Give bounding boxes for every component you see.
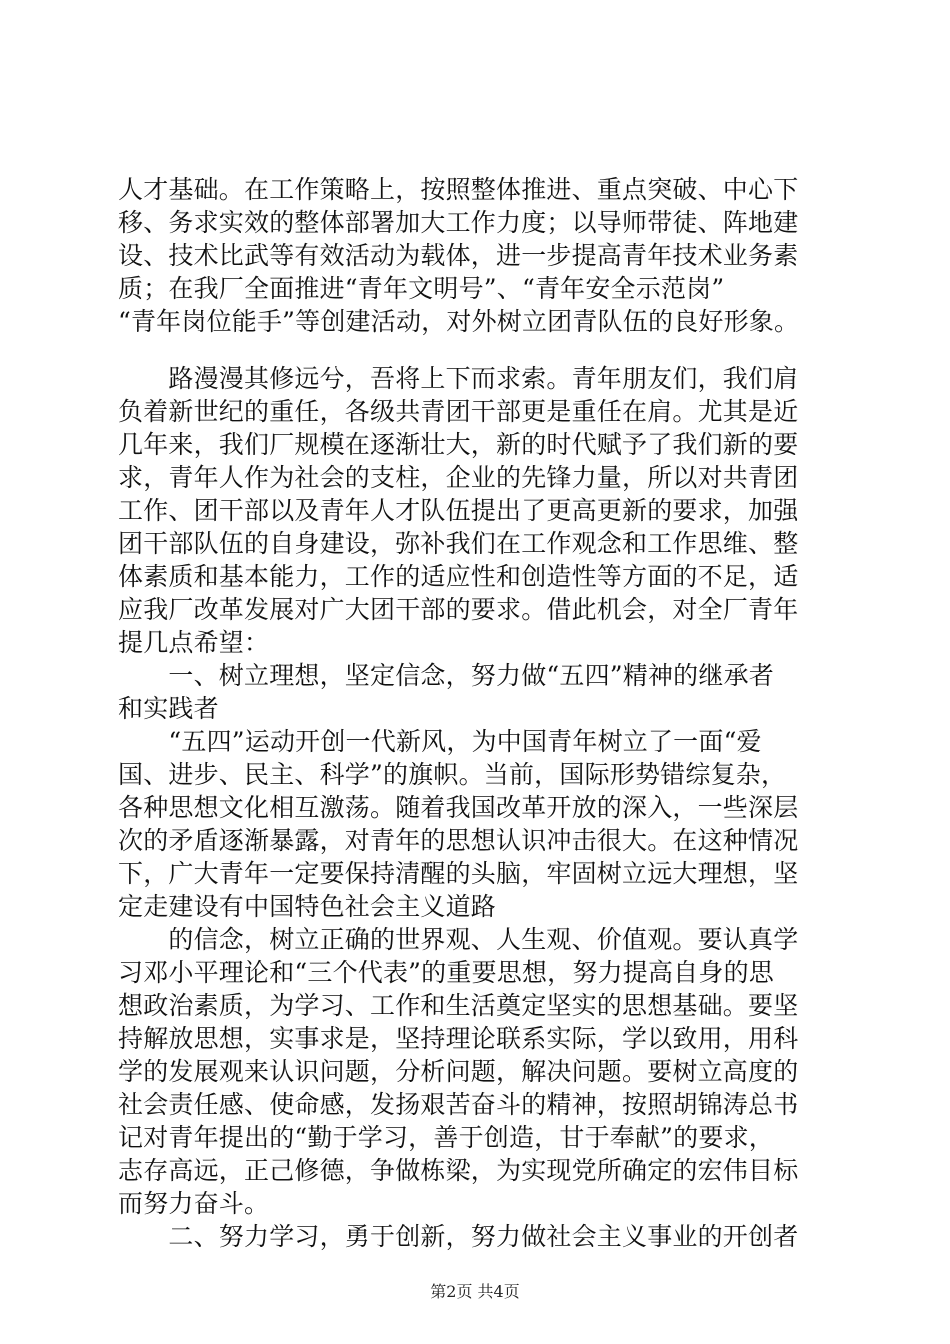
text-line: 路漫漫其修远兮，吾将上下而求索。青年朋友们，我们肩 <box>118 364 799 393</box>
text-line: 应我厂改革发展对广大团干部的要求。借此机会，对全厂青年 <box>118 595 799 624</box>
section-heading-1-cont: 和实践者 <box>118 694 219 723</box>
text-line: 定走建设有中国特色社会主义道路 <box>118 892 497 921</box>
text-line: “五四”运动开创一代新风，为中国青年树立了一面“爱 <box>118 727 762 756</box>
text-line: 的信念，树立正确的世界观、人生观、价值观。要认真学 <box>118 925 799 954</box>
page-number-footer: 第2页 共4页 <box>430 1282 520 1301</box>
text-line: 质；在我厂全面推进“青年文明号”、“青年安全示范岗” <box>118 274 725 303</box>
text-line: 习邓小平理论和“三个代表”的重要思想，努力提高自身的思 <box>118 958 774 987</box>
text-line: 负着新世纪的重任，各级共青团干部更是重任在肩。尤其是近 <box>118 397 799 426</box>
text-line: 工作、团干部以及青年人才队伍提出了更高更新的要求，加强 <box>118 496 799 525</box>
text-line: 设、技术比武等有效活动为载体，进一步提高青年技术业务素 <box>118 241 799 270</box>
text-line: 记对青年提出的“勤于学习，善于创造，甘于奉献”的要求， <box>118 1123 774 1152</box>
text-line: 次的矛盾逐渐暴露，对青年的思想认识冲击很大。在这种情况 <box>118 826 799 855</box>
text-line: 而努力奋斗。 <box>118 1189 270 1218</box>
text-line: 人才基础。在工作策略上，按照整体推进、重点突破、中心下 <box>118 175 799 204</box>
text-line: 志存高远，正己修德，争做栋梁，为实现党所确定的宏伟目标 <box>118 1156 799 1185</box>
text-line: 几年来，我们厂规模在逐渐壮大，新的时代赋予了我们新的要 <box>118 430 799 459</box>
text-line: 体素质和基本能力，工作的适应性和创造性等方面的不足，适 <box>118 562 799 591</box>
text-line: 移、务求实效的整体部署加大工作力度；以导师带徒、阵地建 <box>118 208 799 237</box>
text-line: 社会责任感、使命感，发扬艰苦奋斗的精神，按照胡锦涛总书 <box>118 1090 799 1119</box>
text-line: “青年岗位能手”等创建活动，对外树立团青队伍的良好形象。 <box>118 307 800 336</box>
text-line: 团干部队伍的自身建设，弥补我们在工作观念和工作思维、整 <box>118 529 799 558</box>
text-line: 提几点希望： <box>118 628 270 657</box>
text-line: 各种思想文化相互激荡。随着我国改革开放的深入，一些深层 <box>118 793 799 822</box>
text-line: 下，广大青年一定要保持清醒的头脑，牢固树立远大理想，坚 <box>118 859 799 888</box>
text-line: 国、进步、民主、科学”的旗帜。当前，国际形势错综复杂， <box>118 760 787 789</box>
text-line: 持解放思想，实事求是，坚持理论联系实际，学以致用，用科 <box>118 1024 799 1053</box>
section-heading-1: 一、树立理想，坚定信念，努力做“五四”精神的继承者 <box>118 661 774 690</box>
text-line: 学的发展观来认识问题，分析问题，解决问题。要树立高度的 <box>118 1057 799 1086</box>
text-line: 想政治素质，为学习、工作和生活奠定坚实的思想基础。要坚 <box>118 991 799 1020</box>
text-line: 求，青年人作为社会的支柱，企业的先锋力量，所以对共青团 <box>118 463 799 492</box>
section-heading-2: 二、努力学习，勇于创新，努力做社会主义事业的开创者 <box>118 1222 799 1251</box>
